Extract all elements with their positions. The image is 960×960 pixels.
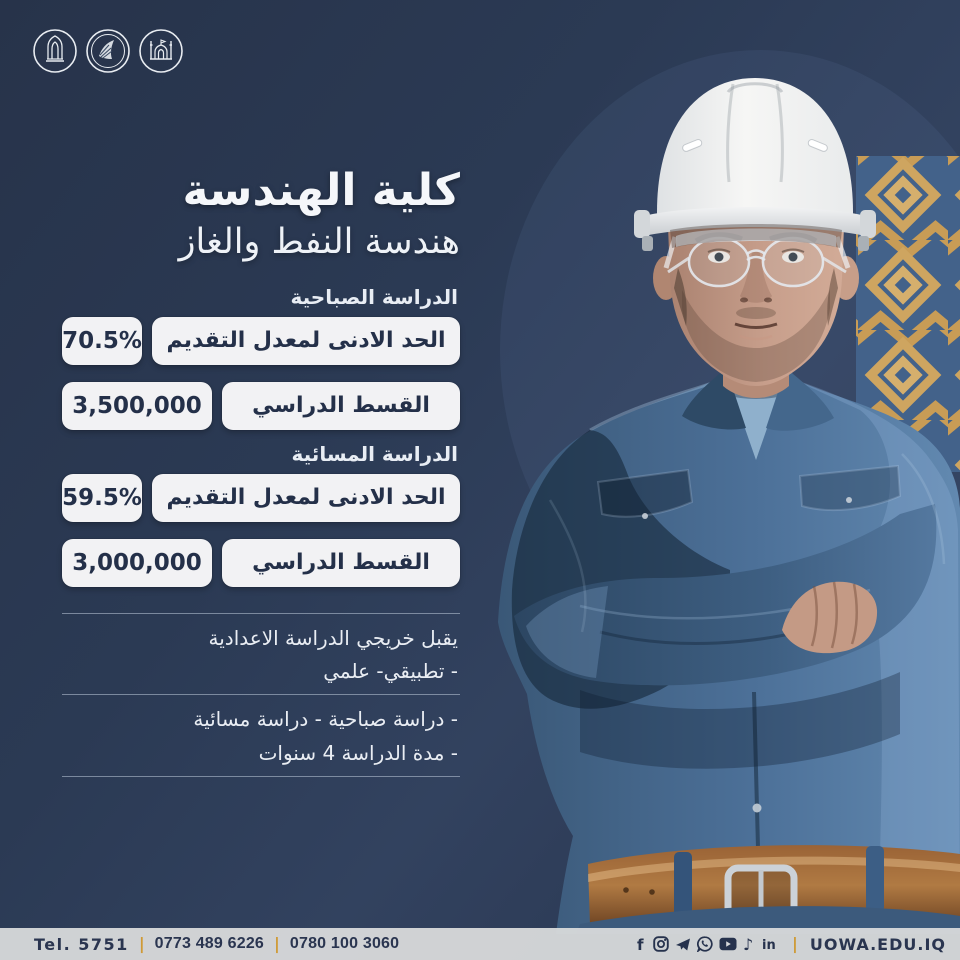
branches-text: - تطبيقي- علمي [323,658,458,683]
phone-number-2: 0780 100 3060 [289,935,400,952]
youtube-icon [719,937,737,951]
admission-block [62,614,460,695]
ministry-emblem-logo [138,28,184,74]
separator: | [792,933,798,953]
logo-row [32,28,184,74]
morning-min-rate-row [62,317,460,365]
site-group [637,935,946,954]
evening-study-label: الدراسة المسائية [291,441,458,466]
study-modes-text: - دراسة صباحية - دراسة مسائية [193,707,458,732]
contact-info [34,935,399,954]
separator: | [274,933,280,953]
tel-number: Tel. 5751 [34,934,129,954]
min-rate-label-pill: الحد الادنى لمعدل التقديم [152,474,460,522]
min-rate-label-pill: الحد الادنى لمعدل التقديم [152,317,460,365]
duration-text: - مدة الدراسة 4 سنوات [258,740,458,765]
facebook-icon [637,936,647,953]
evening-fee-row [62,539,460,587]
whatsapp-icon [697,936,713,952]
morning-fee-row [62,382,460,430]
university-emblem-logo [32,28,78,74]
separator: | [138,933,145,953]
min-rate-value-pill: 70.5% [62,317,142,365]
fee-label-pill: القسط الدراسي [222,382,460,430]
college-seal-logo [85,28,131,74]
min-rate-value-pill: 59.5% [62,474,142,522]
fee-label-pill: القسط الدراسي [222,539,460,587]
footer-bar [0,928,960,960]
fee-value-pill: 3,500,000 [62,382,212,430]
instagram-icon [653,936,669,952]
content-column [62,166,460,777]
admission-notes [62,613,460,778]
morning-study-label: الدراسة الصباحية [290,284,458,309]
social-icons [637,936,780,953]
department-subtitle: هندسة النفط والغاز [178,221,460,262]
tiktok-icon [743,936,756,953]
college-title: كلية الهندسة [182,165,460,216]
divider [62,776,460,777]
website-url: UOWA.EDU.IQ [809,934,946,954]
svg-text:in: in [762,938,776,952]
study-modes-block [62,695,460,776]
telegram-icon [675,937,691,952]
engineer-illustration [430,30,960,934]
evening-min-rate-row [62,474,460,522]
phone-number-1: 0773 489 6226 [154,935,265,952]
admission-text: يقبل خريجي الدراسة الاعدادية [208,625,458,650]
svg-text:f: f [637,935,644,953]
linkedin-icon [762,936,780,952]
fee-value-pill: 3,000,000 [62,539,212,587]
svg-text:♪: ♪ [743,935,754,953]
